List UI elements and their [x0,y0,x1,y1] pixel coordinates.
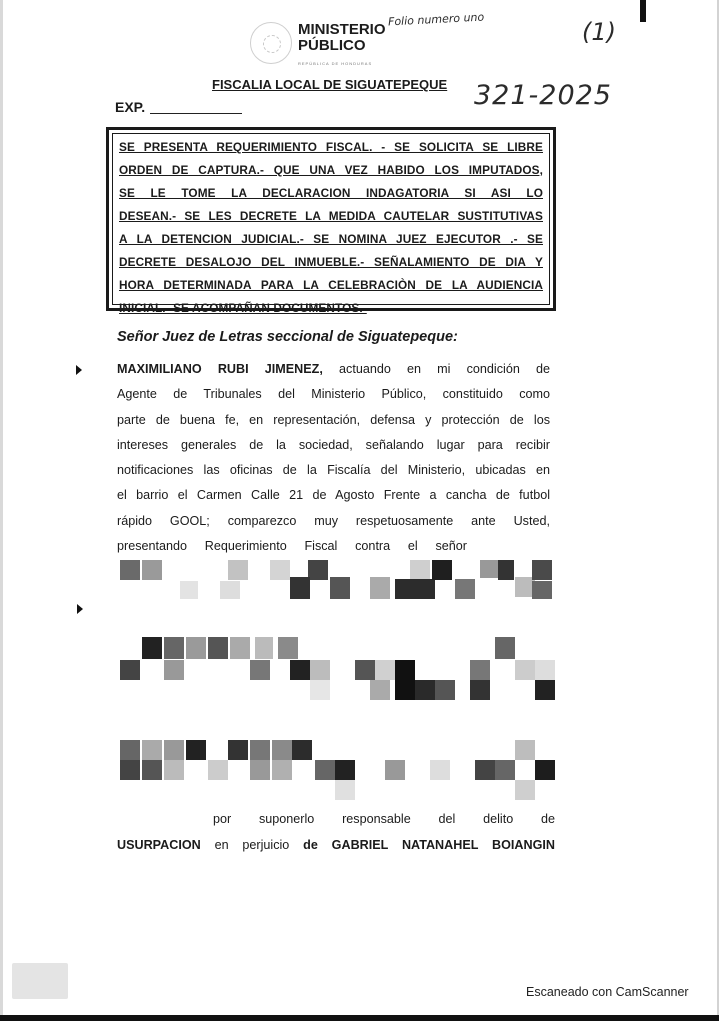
body-line: rápido GOOL; comparezco muy respetuosamente ante Usted, [117,513,550,528]
summary-line: A LA DETENCION JUDICIAL.- SE NOMINA JUEZ EJECUTOR .- SE [119,232,543,246]
handwritten-page-number: (1) [582,18,616,46]
victim-prefix: de [303,838,318,852]
exp-label: EXP. [115,99,146,115]
victim-name: GABRIEL NATANAHEL BOIANGIN [331,838,555,852]
ministry-line1: MINISTERIO [298,21,386,38]
exp-blank-line [150,113,242,114]
ministry-sub: REPÚBLICA DE HONDURAS [298,61,373,66]
summary-box [106,127,556,315]
body-line: Agente de Tribunales del Ministerio Público, constituido como [117,387,550,402]
camscanner-label: Escaneado con CamScanner [526,985,689,999]
ministry-name [298,22,386,72]
handwritten-folio-note: Folio numero uno [387,10,485,29]
summary-line: DECRETE DESALOJO DEL INMUEBLE.- SEÑALAMIENTO DE DIA Y [119,255,543,269]
margin-mark [76,365,82,375]
camscanner-logo-icon [12,963,68,999]
scan-corner-mark [640,0,646,22]
salutation: Señor Juez de Letras seccional de Siguatepeque: [117,329,458,345]
summary-line: HORA DETERMINADA PARA LA CELEBRACIÒN DE LA AUDIENCIA [119,278,543,292]
crime-name: USURPACION [117,838,201,852]
summary-text [119,136,543,320]
redacted-block [120,555,560,605]
redacted-block [120,632,560,702]
body-crime-line [117,838,555,852]
in-prejudice: en perjuicio [214,838,290,852]
body-tail-line: por suponerlo responsable del delito de [213,812,555,826]
body-line: MAXIMILIANO RUBI JIMENEZ, actuando en mi condición de [117,362,550,376]
body-paragraph [117,357,550,559]
summary-line: ORDEN DE CAPTURA.- QUE UNA VEZ HABIDO LOS IMPUTADOS, [119,163,543,177]
summary-line: INICIAL.- SE ACOMPAÑAN DOCUMENTOS.- [119,301,367,315]
handwritten-case-number: 321-2025 [474,80,612,111]
body-line: intereses generales de la sociedad, señalando lugar para recibir [117,437,550,452]
summary-line: SE PRESENTA REQUERIMIENTO FISCAL. - SE SOLICITA SE LIBRE [119,140,543,154]
scan-bottom-edge [0,1015,719,1021]
summary-line: SE LE TOME LA DECLARACION INDAGATORIA SI ASI LO [119,186,543,200]
ministry-line2: PÚBLICO [298,37,366,54]
body-line: parte de buena fe, en representación, defensa y protección de los [117,412,550,427]
body-line: el barrio el Carmen Calle 21 de Agosto Frente a cancha de futbol [117,488,550,503]
scan-left-edge [0,0,3,1021]
office-title: FISCALIA LOCAL DE SIGUATEPEQUE [212,77,448,92]
author-name: MAXIMILIANO RUBI JIMENEZ, [117,362,323,376]
redacted-block [120,735,560,805]
summary-line: DESEAN.- SE LES DECRETE LA MEDIDA CAUTELAR SUSTITUTIVAS [119,209,543,223]
body-line: notificaciones las oficinas de la Fiscalía del Ministerio, ubicadas en [117,463,550,478]
margin-mark [77,604,83,614]
ministry-logo [250,22,292,64]
body-line: presentando Requerimiento Fiscal contra el señor [117,539,467,554]
